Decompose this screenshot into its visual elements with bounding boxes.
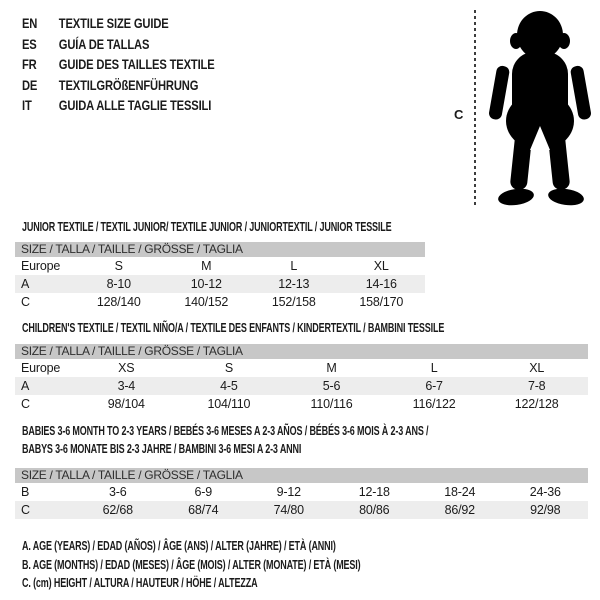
table-row — [15, 483, 588, 501]
table-body — [15, 257, 425, 311]
cell-value: 158/170 — [359, 295, 404, 309]
cell-value: 3-6 — [109, 485, 127, 499]
table-body — [15, 359, 588, 413]
table-row — [15, 501, 588, 519]
cell-value: 104/110 — [207, 397, 251, 411]
table-row — [15, 257, 425, 275]
toddler-silhouette-icon — [487, 8, 597, 210]
cell-value: 110/116 — [310, 397, 353, 411]
row-label: C — [21, 397, 30, 411]
table-title-line: BABYS 3-6 MONATE BIS 2-3 JAHRE / BAMBINI 3-6 MESI A 2-3 ANNI — [22, 442, 302, 456]
cell-value: 10-12 — [190, 277, 222, 291]
cell-value: 98/104 — [107, 397, 145, 411]
cell-value: XL — [373, 259, 389, 273]
height-measure-label: C — [454, 107, 464, 122]
children-table-title — [22, 319, 444, 337]
table-title-line: JUNIOR TEXTILE / TEXTIL JUNIOR/ TEXTILE JUNIOR / JUNIORTEXTIL / JUNIOR TESSILE — [22, 220, 392, 234]
language-label: GUIDA ALLE TAGLIE TESSILI — [58, 97, 212, 113]
language-label: TEXTILGRÖßENFÜHRUNG — [58, 76, 199, 93]
junior-table-title — [22, 218, 391, 236]
cell-value: 12-18 — [358, 485, 390, 499]
language-label: GUÍA DE TALLAS — [58, 35, 150, 52]
size-header-bar: SIZE / TALLA / TAILLE / GRÖSSE / TAGLIA — [15, 242, 425, 257]
row-label: B — [21, 485, 30, 499]
table-row — [15, 275, 425, 293]
cell-value: 3-4 — [117, 379, 136, 393]
cell-value: 4-5 — [220, 379, 238, 393]
legend-line: A. AGE (YEARS) / EDAD (AÑOS) / ÂGE (ANS) / ALTER (JAHRE) / ETÀ (ANNI) — [22, 539, 336, 553]
cell-value: 24-36 — [529, 485, 561, 499]
cell-value: M — [326, 361, 337, 375]
language-row — [22, 95, 215, 116]
cell-value: 8-10 — [106, 277, 131, 291]
legend-line: B. AGE (MONTHS) / EDAD (MESES) / ÂGE (MOIS) / ALTER (MONATE) / ETÀ (MESI) — [22, 557, 361, 572]
cell-value: 116/122 — [412, 397, 456, 411]
babies-size-table — [15, 468, 588, 519]
row-label: A — [21, 277, 30, 291]
row-label: Europe — [21, 259, 61, 273]
cell-value: L — [430, 361, 438, 375]
cell-value: 7-8 — [527, 379, 546, 393]
table-title-line: CHILDREN'S TEXTILE / TEXTIL NIÑO/A / TEXTILE DES ENFANTS / KINDERTEXTIL / BAMBINI TESSILE — [22, 321, 445, 335]
language-row — [22, 13, 215, 34]
cell-value: 12-13 — [278, 277, 310, 291]
cell-value: 6-9 — [194, 485, 212, 499]
height-measure-dashed-line — [474, 10, 476, 208]
language-label: GUIDE DES TAILLES TEXTILE — [58, 56, 215, 72]
language-code: DE — [22, 76, 38, 93]
cell-value: XS — [118, 361, 135, 375]
legend-line: C. (cm) HEIGHT / ALTURA / HAUTEUR / HÖHE / ALTEZZA — [22, 576, 258, 590]
language-row — [22, 34, 215, 55]
language-code: ES — [22, 35, 37, 52]
row-label: C — [21, 503, 30, 517]
cell-value: 14-16 — [365, 277, 397, 291]
language-code: EN — [22, 15, 38, 31]
language-list — [22, 13, 215, 116]
cell-value: 68/74 — [188, 503, 219, 517]
table-row — [15, 395, 588, 413]
cell-value: 5-6 — [322, 379, 341, 393]
row-label: Europe — [21, 361, 61, 375]
language-row — [22, 75, 215, 96]
baby-height-figure — [448, 8, 598, 210]
cell-value: 62/68 — [102, 503, 133, 517]
table-title-line: BABIES 3-6 MONTH TO 2-3 YEARS / BEBÉS 3-6 MESES A 2-3 AÑOS / BÉBÉS 3-6 MOIS À 2-3 ANS / — [22, 424, 429, 438]
language-code: FR — [22, 56, 37, 72]
table-body — [15, 483, 588, 519]
cell-value: 18-24 — [444, 485, 476, 499]
junior-size-table — [15, 242, 425, 311]
cell-value: 74/80 — [273, 503, 304, 517]
cell-value: 86/92 — [444, 503, 475, 517]
language-label: TEXTILE SIZE GUIDE — [58, 15, 169, 31]
cell-value: XL — [529, 361, 545, 375]
table-row — [15, 359, 588, 377]
size-header-bar: SIZE / TALLA / TAILLE / GRÖSSE / TAGLIA — [15, 344, 588, 359]
cell-value: 122/128 — [514, 397, 559, 411]
table-row — [15, 377, 588, 395]
table-row — [15, 293, 425, 311]
cell-value: M — [201, 259, 212, 273]
size-header-bar: SIZE / TALLA / TAILLE / GRÖSSE / TAGLIA — [15, 468, 588, 483]
cell-value: 140/152 — [184, 295, 229, 309]
cell-value: 9-12 — [276, 485, 301, 499]
language-code: IT — [22, 97, 32, 113]
cell-value: 80/86 — [359, 503, 390, 517]
cell-value: L — [290, 259, 298, 273]
children-size-table — [15, 344, 588, 413]
babies-table-title — [22, 422, 428, 458]
cell-value: 6-7 — [425, 379, 443, 393]
cell-value: S — [224, 361, 233, 375]
cell-value: 92/98 — [530, 503, 561, 517]
row-label: A — [21, 379, 30, 393]
cell-value: 128/140 — [96, 295, 141, 309]
cell-value: 152/158 — [271, 295, 316, 309]
cell-value: S — [114, 259, 123, 273]
language-row — [22, 54, 215, 75]
measurement-legend — [22, 537, 360, 593]
row-label: C — [21, 295, 30, 309]
